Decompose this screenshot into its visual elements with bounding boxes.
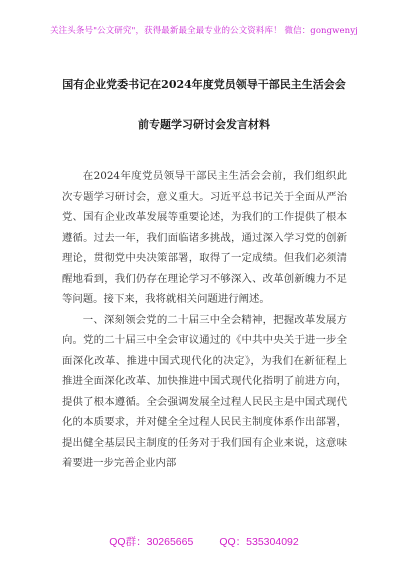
body-paragraph-2: 一、深刻领会党的二十届三中全会精神，把握改革发展方向。党的二十届三中全会审议通过的《中共中央关于进一步全面深化改革、推进中国式现代化的决定》，为我们在新征程上推进全面深化改革、加快推进中国式现代化指明了前进方向，提供了根本遵循。全会强调发展全过程人民民主是中国式现代化的本质要求，并对健全全过程人民民主制度体系作出部署，提出健全基层民主制度的任务对于我们国有企业来说，这意味着要进一步完善企业内部 [62, 313, 347, 469]
document-body [62, 166, 347, 474]
body-paragraph-1: 在2024年度党员领导干部民主生活会会前，我们组织此次专题学习研讨会，意义重大。习近平总书记关于全面从严治党、国有企业改革发展等重要论述，为我们的工作提供了根本遵循。过去一年，我们面临诸多挑战，通过深入学习党的创新理论，贯彻党中央决策部署，取得了一定成绩。但我们必须清醒地看到，我们仍存在理论学习不够深入、改革创新魄力不足等问题。接下来，我将就相关问题进行阐述。 [62, 170, 347, 305]
document-title-line-1: 国有企业党委书记在2024年度党员领导干部民主生活会会 [62, 78, 346, 91]
document-title-line-2: 前专题学习研讨会发言材料 [138, 118, 270, 131]
header-promo-note: 关注头条号"公文研究"，获得最新最全最专业的公文资料库！ 微信：gongwenyj [50, 26, 358, 36]
footer-contact [0, 534, 408, 549]
footer-qq-number: QQ：535304092 [219, 536, 299, 548]
footer-qq-group: QQ群：30265665 [109, 536, 194, 548]
